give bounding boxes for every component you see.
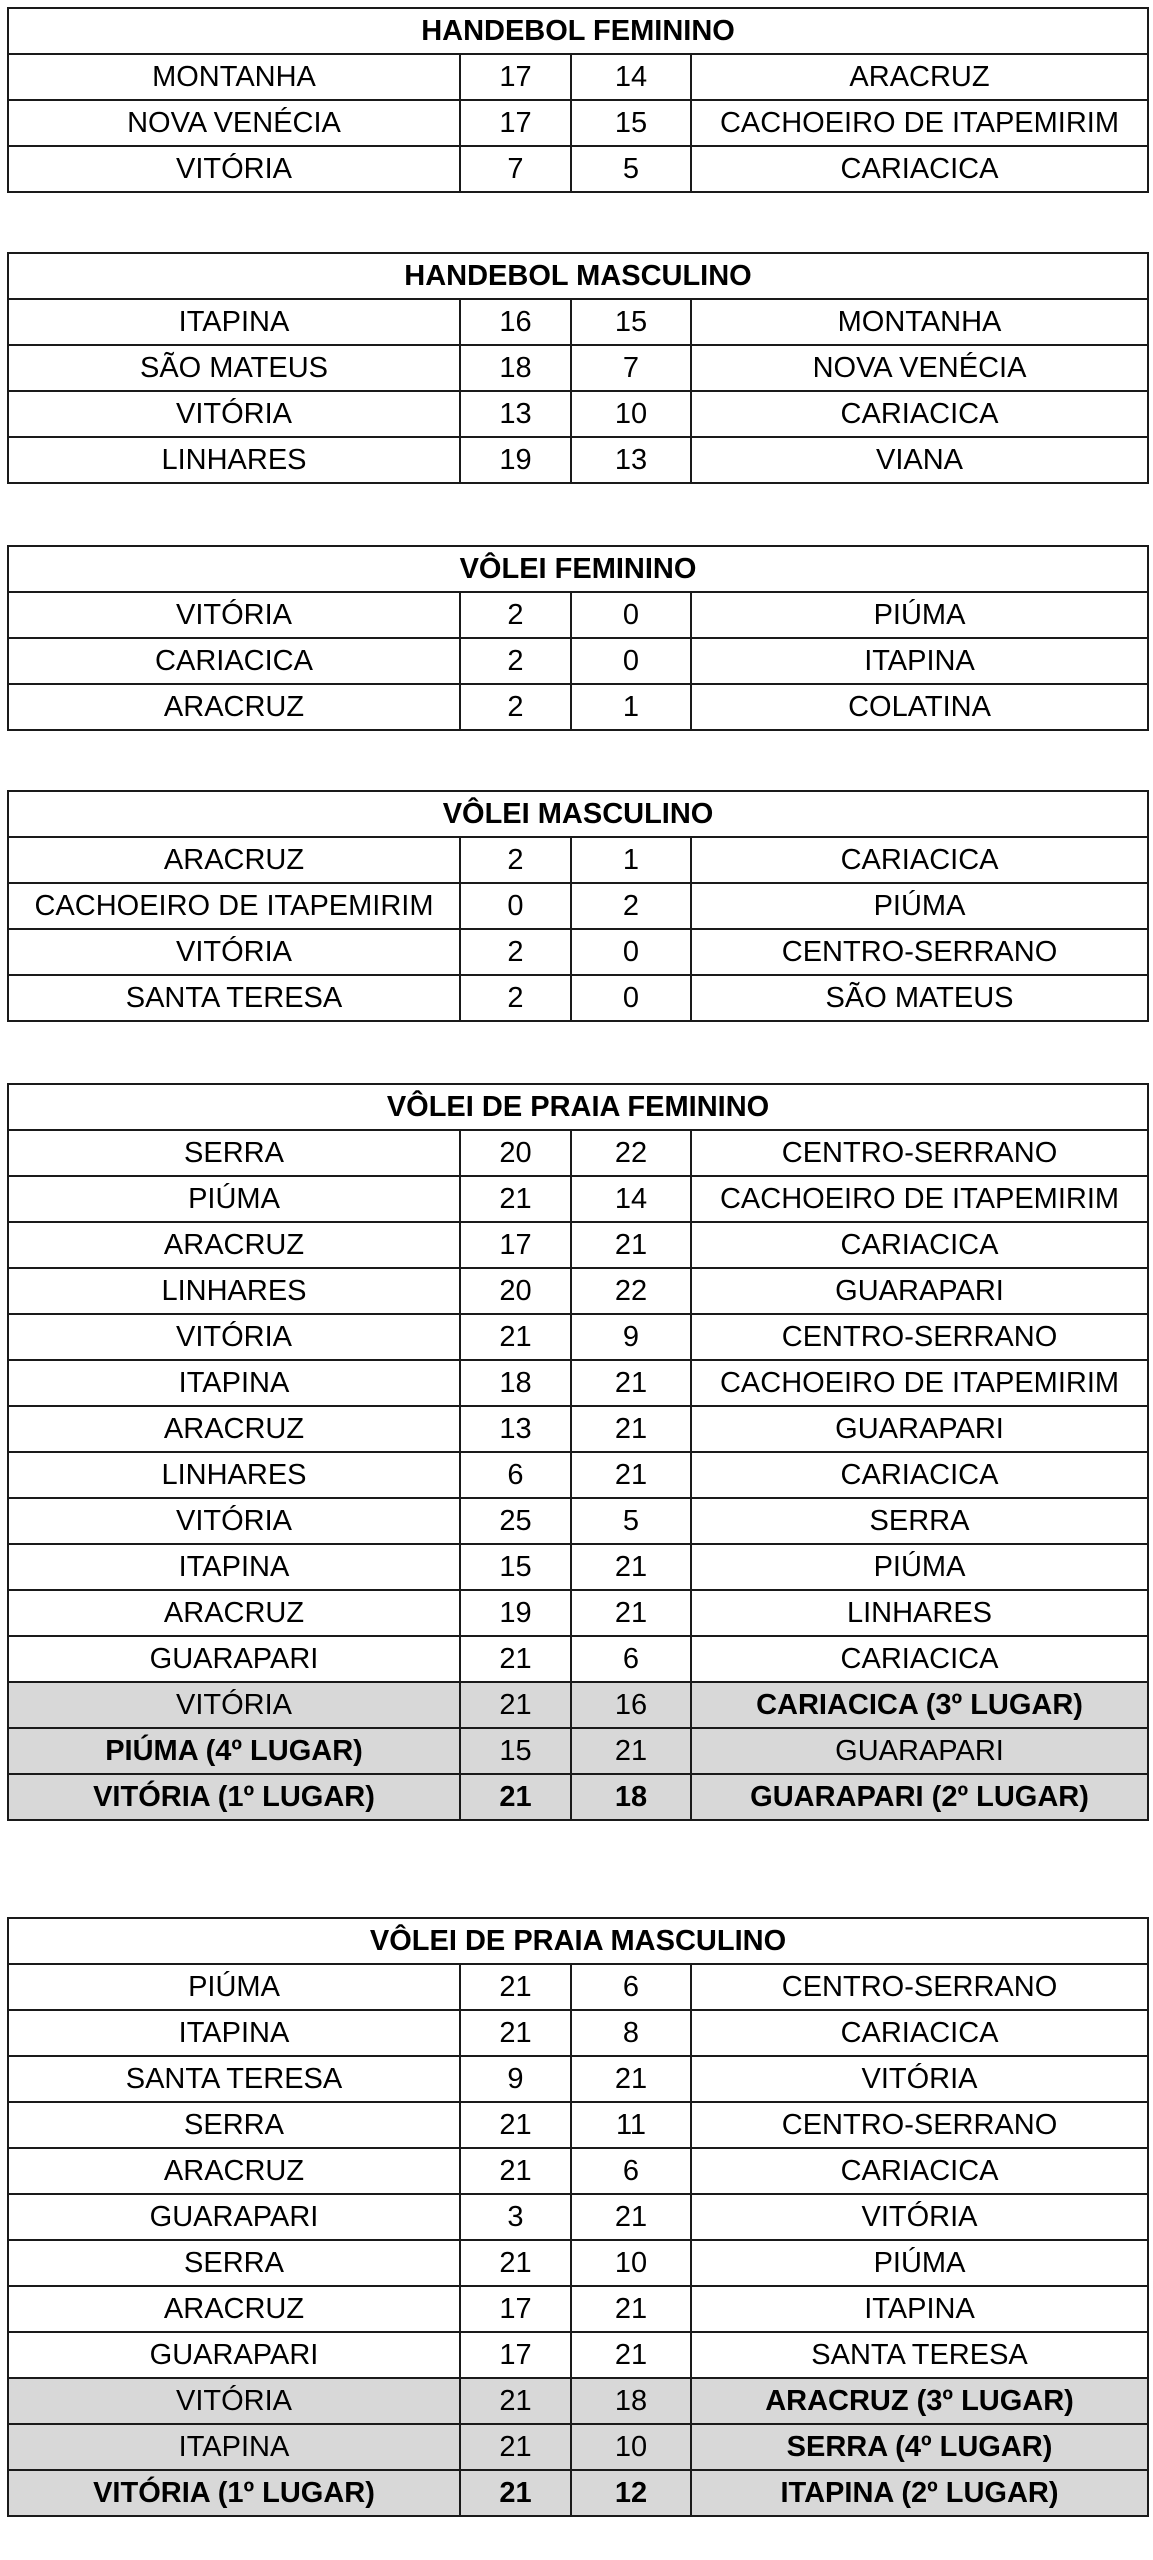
results-table-volei-de-praia-masculino: [7, 1917, 1149, 2517]
home-score-cell: 15: [460, 1728, 571, 1774]
home-score-cell: 21: [460, 2102, 571, 2148]
home-score-cell: 21: [460, 1314, 571, 1360]
section-title-row: [8, 1084, 1148, 1130]
away-score-cell: 0: [571, 929, 691, 975]
away-score-cell: 21: [571, 1222, 691, 1268]
home-team-cell: PIÚMA: [8, 1964, 460, 2010]
home-team-cell: GUARAPARI: [8, 2332, 460, 2378]
home-team-cell: VITÓRIA: [8, 1682, 460, 1728]
home-score-cell: 17: [460, 100, 571, 146]
away-team-cell: MONTANHA: [691, 299, 1148, 345]
match-row: [8, 1314, 1148, 1360]
match-row: [8, 146, 1148, 192]
away-team-cell: CARIACICA: [691, 2148, 1148, 2194]
home-score-cell: 2: [460, 837, 571, 883]
away-team-cell: ARACRUZ (3º LUGAR): [691, 2378, 1148, 2424]
final-match-row: [8, 2470, 1148, 2516]
home-team-cell: NOVA VENÉCIA: [8, 100, 460, 146]
match-row: [8, 684, 1148, 730]
match-row: [8, 345, 1148, 391]
away-score-cell: 5: [571, 1498, 691, 1544]
home-score-cell: 17: [460, 2332, 571, 2378]
away-score-cell: 1: [571, 837, 691, 883]
away-score-cell: 2: [571, 883, 691, 929]
match-row: [8, 437, 1148, 483]
home-score-cell: 21: [460, 2470, 571, 2516]
home-score-cell: 20: [460, 1268, 571, 1314]
home-score-cell: 17: [460, 2286, 571, 2332]
home-team-cell: PIÚMA (4º LUGAR): [8, 1728, 460, 1774]
away-team-cell: CACHOEIRO DE ITAPEMIRIM: [691, 100, 1148, 146]
home-team-cell: VITÓRIA: [8, 1314, 460, 1360]
home-team-cell: ITAPINA: [8, 1360, 460, 1406]
away-score-cell: 21: [571, 2056, 691, 2102]
away-score-cell: 18: [571, 1774, 691, 1820]
away-score-cell: 0: [571, 638, 691, 684]
away-team-cell: CARIACICA: [691, 1636, 1148, 1682]
home-team-cell: VITÓRIA: [8, 391, 460, 437]
home-team-cell: VITÓRIA: [8, 2378, 460, 2424]
home-score-cell: 21: [460, 2240, 571, 2286]
away-score-cell: 0: [571, 592, 691, 638]
home-team-cell: VITÓRIA: [8, 929, 460, 975]
home-score-cell: 15: [460, 1544, 571, 1590]
away-score-cell: 21: [571, 2286, 691, 2332]
match-row: [8, 54, 1148, 100]
match-row: [8, 975, 1148, 1021]
home-score-cell: 21: [460, 2424, 571, 2470]
away-team-cell: CACHOEIRO DE ITAPEMIRIM: [691, 1360, 1148, 1406]
results-table-volei-feminino: [7, 545, 1149, 731]
home-team-cell: SERRA: [8, 1130, 460, 1176]
home-score-cell: 21: [460, 2010, 571, 2056]
away-score-cell: 7: [571, 345, 691, 391]
away-team-cell: CARIACICA (3º LUGAR): [691, 1682, 1148, 1728]
away-team-cell: CENTRO-SERRANO: [691, 929, 1148, 975]
away-score-cell: 21: [571, 2194, 691, 2240]
away-team-cell: CENTRO-SERRANO: [691, 1130, 1148, 1176]
section-title-row: [8, 253, 1148, 299]
away-score-cell: 6: [571, 2148, 691, 2194]
home-team-cell: VITÓRIA (1º LUGAR): [8, 1774, 460, 1820]
section-title-row: [8, 8, 1148, 54]
home-team-cell: LINHARES: [8, 1452, 460, 1498]
away-score-cell: 22: [571, 1268, 691, 1314]
away-score-cell: 15: [571, 299, 691, 345]
match-row: [8, 883, 1148, 929]
section-title-row: [8, 1918, 1148, 1964]
final-match-row: [8, 2424, 1148, 2470]
home-team-cell: CACHOEIRO DE ITAPEMIRIM: [8, 883, 460, 929]
away-score-cell: 6: [571, 1636, 691, 1682]
away-score-cell: 21: [571, 2332, 691, 2378]
away-team-cell: CENTRO-SERRANO: [691, 1314, 1148, 1360]
home-score-cell: 7: [460, 146, 571, 192]
match-row: [8, 391, 1148, 437]
home-score-cell: 25: [460, 1498, 571, 1544]
match-row: [8, 1222, 1148, 1268]
home-score-cell: 19: [460, 437, 571, 483]
match-row: [8, 2240, 1148, 2286]
away-score-cell: 21: [571, 1544, 691, 1590]
away-score-cell: 13: [571, 437, 691, 483]
home-team-cell: ARACRUZ: [8, 2286, 460, 2332]
match-row: [8, 837, 1148, 883]
home-team-cell: SERRA: [8, 2240, 460, 2286]
away-team-cell: PIÚMA: [691, 2240, 1148, 2286]
match-row: [8, 638, 1148, 684]
home-score-cell: 6: [460, 1452, 571, 1498]
away-team-cell: SÃO MATEUS: [691, 975, 1148, 1021]
section-title: VÔLEI MASCULINO: [8, 791, 1148, 837]
home-score-cell: 2: [460, 592, 571, 638]
match-row: [8, 1360, 1148, 1406]
away-team-cell: GUARAPARI: [691, 1406, 1148, 1452]
final-match-row: [8, 1682, 1148, 1728]
home-team-cell: ARACRUZ: [8, 1590, 460, 1636]
home-team-cell: VITÓRIA: [8, 1498, 460, 1544]
home-team-cell: SERRA: [8, 2102, 460, 2148]
home-team-cell: ARACRUZ: [8, 837, 460, 883]
match-row: [8, 1406, 1148, 1452]
away-score-cell: 21: [571, 1728, 691, 1774]
home-team-cell: SANTA TERESA: [8, 975, 460, 1021]
away-team-cell: NOVA VENÉCIA: [691, 345, 1148, 391]
away-team-cell: SERRA (4º LUGAR): [691, 2424, 1148, 2470]
results-table-handebol-feminino: [7, 7, 1149, 193]
away-team-cell: CACHOEIRO DE ITAPEMIRIM: [691, 1176, 1148, 1222]
away-score-cell: 18: [571, 2378, 691, 2424]
home-score-cell: 2: [460, 975, 571, 1021]
away-score-cell: 6: [571, 1964, 691, 2010]
match-row: [8, 2194, 1148, 2240]
home-team-cell: MONTANHA: [8, 54, 460, 100]
home-team-cell: CARIACICA: [8, 638, 460, 684]
home-score-cell: 18: [460, 345, 571, 391]
away-team-cell: CARIACICA: [691, 391, 1148, 437]
match-row: [8, 1544, 1148, 1590]
home-score-cell: 2: [460, 638, 571, 684]
away-team-cell: ITAPINA: [691, 638, 1148, 684]
match-row: [8, 299, 1148, 345]
away-score-cell: 14: [571, 1176, 691, 1222]
away-team-cell: COLATINA: [691, 684, 1148, 730]
section-title: VÔLEI DE PRAIA MASCULINO: [8, 1918, 1148, 1964]
match-row: [8, 100, 1148, 146]
home-team-cell: LINHARES: [8, 1268, 460, 1314]
home-team-cell: SÃO MATEUS: [8, 345, 460, 391]
away-team-cell: GUARAPARI: [691, 1268, 1148, 1314]
match-row: [8, 2148, 1148, 2194]
home-team-cell: SANTA TERESA: [8, 2056, 460, 2102]
match-row: [8, 1498, 1148, 1544]
home-team-cell: PIÚMA: [8, 1176, 460, 1222]
away-score-cell: 21: [571, 1360, 691, 1406]
away-score-cell: 21: [571, 1452, 691, 1498]
away-score-cell: 10: [571, 2240, 691, 2286]
away-team-cell: ITAPINA (2º LUGAR): [691, 2470, 1148, 2516]
home-score-cell: 17: [460, 1222, 571, 1268]
home-score-cell: 3: [460, 2194, 571, 2240]
match-row: [8, 1636, 1148, 1682]
home-team-cell: VITÓRIA (1º LUGAR): [8, 2470, 460, 2516]
match-row: [8, 1268, 1148, 1314]
results-table-volei-masculino: [7, 790, 1149, 1022]
away-team-cell: PIÚMA: [691, 883, 1148, 929]
home-team-cell: ARACRUZ: [8, 2148, 460, 2194]
away-team-cell: LINHARES: [691, 1590, 1148, 1636]
home-score-cell: 19: [460, 1590, 571, 1636]
match-row: [8, 1176, 1148, 1222]
match-row: [8, 2332, 1148, 2378]
away-team-cell: CARIACICA: [691, 2010, 1148, 2056]
home-score-cell: 13: [460, 391, 571, 437]
section-title-row: [8, 546, 1148, 592]
final-match-row: [8, 1728, 1148, 1774]
away-team-cell: CENTRO-SERRANO: [691, 2102, 1148, 2148]
away-score-cell: 9: [571, 1314, 691, 1360]
match-row: [8, 1130, 1148, 1176]
away-team-cell: PIÚMA: [691, 592, 1148, 638]
away-score-cell: 12: [571, 2470, 691, 2516]
home-team-cell: ARACRUZ: [8, 1222, 460, 1268]
results-table-volei-de-praia-feminino: [7, 1083, 1149, 1821]
away-team-cell: SERRA: [691, 1498, 1148, 1544]
home-score-cell: 9: [460, 2056, 571, 2102]
home-score-cell: 21: [460, 2378, 571, 2424]
home-score-cell: 21: [460, 1774, 571, 1820]
section-title: HANDEBOL FEMININO: [8, 8, 1148, 54]
home-team-cell: VITÓRIA: [8, 592, 460, 638]
match-row: [8, 1590, 1148, 1636]
match-row: [8, 1964, 1148, 2010]
final-match-row: [8, 2378, 1148, 2424]
away-team-cell: ARACRUZ: [691, 54, 1148, 100]
match-row: [8, 929, 1148, 975]
home-score-cell: 21: [460, 1682, 571, 1728]
away-score-cell: 1: [571, 684, 691, 730]
section-title-row: [8, 791, 1148, 837]
home-team-cell: LINHARES: [8, 437, 460, 483]
home-score-cell: 0: [460, 883, 571, 929]
match-row: [8, 2010, 1148, 2056]
away-score-cell: 14: [571, 54, 691, 100]
away-score-cell: 16: [571, 1682, 691, 1728]
away-score-cell: 11: [571, 2102, 691, 2148]
final-match-row: [8, 1774, 1148, 1820]
away-team-cell: ITAPINA: [691, 2286, 1148, 2332]
away-team-cell: CENTRO-SERRANO: [691, 1964, 1148, 2010]
away-score-cell: 8: [571, 2010, 691, 2056]
home-score-cell: 2: [460, 684, 571, 730]
away-team-cell: SANTA TERESA: [691, 2332, 1148, 2378]
away-team-cell: CARIACICA: [691, 146, 1148, 192]
home-score-cell: 17: [460, 54, 571, 100]
away-team-cell: PIÚMA: [691, 1544, 1148, 1590]
results-table-handebol-masculino: [7, 252, 1149, 484]
home-team-cell: ARACRUZ: [8, 1406, 460, 1452]
match-row: [8, 1452, 1148, 1498]
away-team-cell: VITÓRIA: [691, 2056, 1148, 2102]
away-score-cell: 22: [571, 1130, 691, 1176]
home-team-cell: ITAPINA: [8, 299, 460, 345]
away-score-cell: 15: [571, 100, 691, 146]
match-row: [8, 2056, 1148, 2102]
home-score-cell: 21: [460, 1176, 571, 1222]
away-team-cell: VITÓRIA: [691, 2194, 1148, 2240]
away-team-cell: GUARAPARI: [691, 1728, 1148, 1774]
home-team-cell: ITAPINA: [8, 2010, 460, 2056]
away-team-cell: CARIACICA: [691, 1452, 1148, 1498]
home-score-cell: 21: [460, 1636, 571, 1682]
match-row: [8, 2102, 1148, 2148]
section-title: VÔLEI FEMININO: [8, 546, 1148, 592]
away-score-cell: 21: [571, 1406, 691, 1452]
away-score-cell: 10: [571, 391, 691, 437]
home-team-cell: GUARAPARI: [8, 2194, 460, 2240]
away-team-cell: GUARAPARI (2º LUGAR): [691, 1774, 1148, 1820]
home-score-cell: 21: [460, 2148, 571, 2194]
home-team-cell: ARACRUZ: [8, 684, 460, 730]
away-team-cell: CARIACICA: [691, 1222, 1148, 1268]
home-score-cell: 13: [460, 1406, 571, 1452]
home-score-cell: 2: [460, 929, 571, 975]
home-score-cell: 20: [460, 1130, 571, 1176]
away-score-cell: 5: [571, 146, 691, 192]
home-team-cell: GUARAPARI: [8, 1636, 460, 1682]
match-row: [8, 2286, 1148, 2332]
home-score-cell: 16: [460, 299, 571, 345]
away-score-cell: 0: [571, 975, 691, 1021]
home-team-cell: ITAPINA: [8, 1544, 460, 1590]
section-title: VÔLEI DE PRAIA FEMININO: [8, 1084, 1148, 1130]
home-score-cell: 18: [460, 1360, 571, 1406]
match-row: [8, 592, 1148, 638]
home-team-cell: ITAPINA: [8, 2424, 460, 2470]
away-score-cell: 21: [571, 1590, 691, 1636]
away-score-cell: 10: [571, 2424, 691, 2470]
home-team-cell: VITÓRIA: [8, 146, 460, 192]
away-team-cell: VIANA: [691, 437, 1148, 483]
section-title: HANDEBOL MASCULINO: [8, 253, 1148, 299]
away-team-cell: CARIACICA: [691, 837, 1148, 883]
home-score-cell: 21: [460, 1964, 571, 2010]
